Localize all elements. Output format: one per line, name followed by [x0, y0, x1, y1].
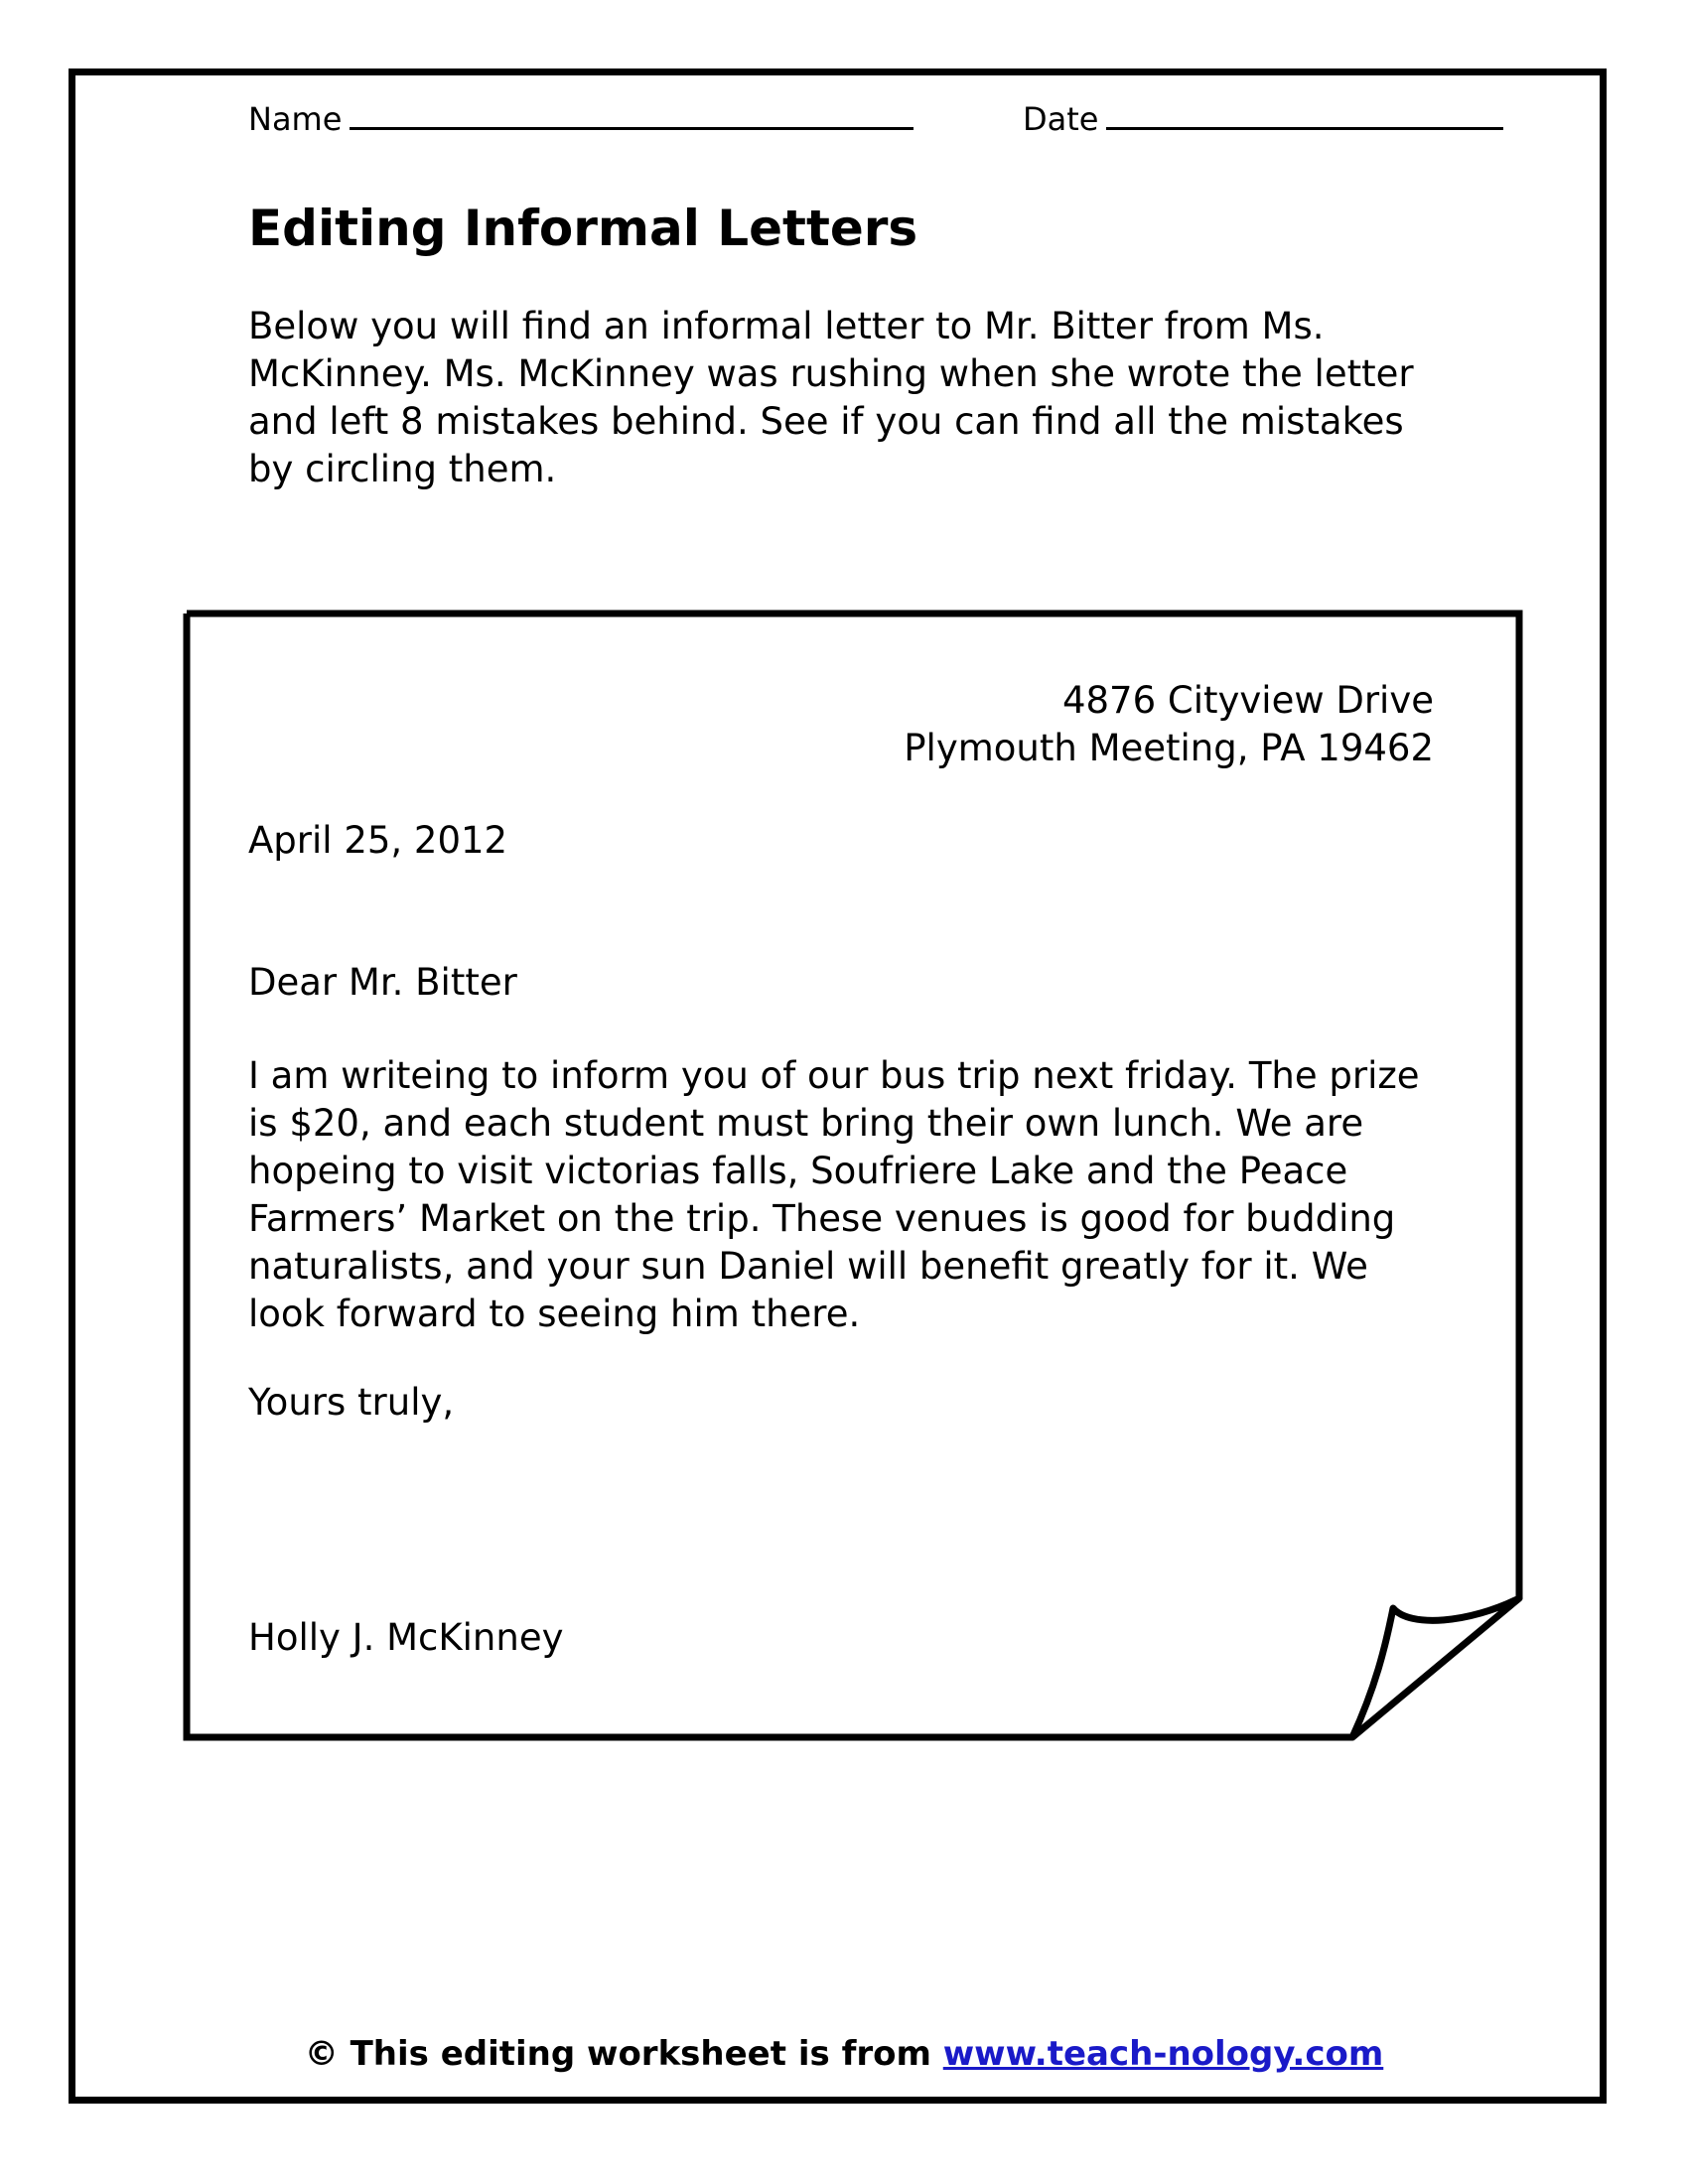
letter-salutation: Dear Mr. Bitter [248, 961, 517, 1004]
footer-link[interactable]: www.teach-nology.com [942, 2034, 1384, 2074]
sender-address [904, 677, 1434, 772]
instructions-paragraph: Below you will find an informal letter to Mr. Bitter from Ms. McKinney. Ms. McKinney was rushing when she wrote the letter and left 8 mistakes behind. See if you can find all the mistakes by circling them. [248, 305, 1414, 490]
letter-signature: Holly J. McKinney [248, 1616, 564, 1659]
footer-text: © This editing worksheet is from [304, 2034, 943, 2074]
date-label: Date [1023, 100, 1099, 138]
address-line-2: Plymouth Meeting, PA 19462 [904, 727, 1434, 769]
address-line-1: 4876 Cityview Drive [1061, 679, 1434, 722]
worksheet-title: Editing Informal Letters [248, 200, 918, 257]
page-curl-icon [1352, 1598, 1519, 1737]
letter-date: April 25, 2012 [248, 819, 508, 862]
letter-closing: Yours truly, [248, 1381, 455, 1424]
footer-credit [0, 2033, 1688, 2075]
letter-body: I am writeing to inform you of our bus trip next friday. The prize is $20, and each student must bring their own lunch. We are hopeing to visit victorias falls, Soufriere Lake and the Peace Farmers’ Market on the trip. These venues is good for budding naturalists, and your sun Daniel will benefit greatly for it. We look forward to seeing him there. [248, 1054, 1420, 1335]
name-label: Name [248, 100, 343, 138]
